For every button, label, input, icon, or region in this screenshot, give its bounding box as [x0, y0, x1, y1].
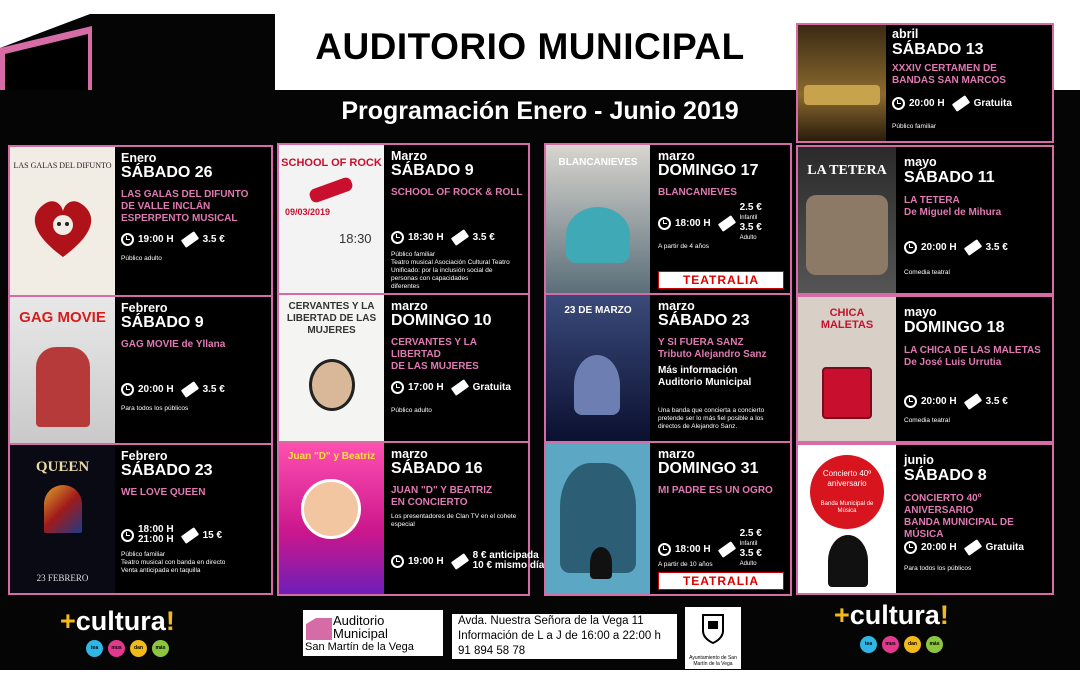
event-title: WE LOVE QUEEN [121, 487, 206, 498]
event-price-2: 10 € mismo día [472, 560, 545, 571]
event-time: 19:00 H [138, 234, 174, 245]
clock-icon [391, 555, 404, 568]
event-note: Público familiar Teatro musical Asociación Cultural Teatro Unificado: por la inclusión social de personas con capacidades diferentes [391, 251, 510, 290]
event-price: 15 € [202, 529, 223, 541]
event-day: SÁBADO 23 [121, 462, 213, 479]
event-day: SÁBADO 16 [391, 460, 483, 477]
ticket-icon [951, 95, 969, 112]
event-poster: BLANCANIEVES [546, 145, 650, 293]
event-title: CONCIERTO 40º ANIVERSARIO BANDA MUNICIPAL DE MÚSICA [904, 493, 1014, 540]
footer-contact [452, 614, 677, 659]
crest-icon [701, 611, 725, 645]
event-price: 3.5 € [985, 396, 1008, 407]
event-month: marzo [391, 299, 428, 313]
event-time: 18:30 H [408, 232, 444, 243]
event-day: DOMINGO 31 [658, 460, 759, 477]
event-price: 8 € anticipada [472, 550, 539, 561]
event-poster: Concierto 40º aniversario Banda Municipal de Música [798, 445, 896, 593]
ticket-icon [963, 393, 981, 410]
event-month: mayo [904, 155, 937, 169]
event-note: Para todos los públicos [904, 565, 972, 572]
cast-figures [806, 195, 888, 275]
event-day: DOMINGO 18 [904, 319, 1005, 336]
event-time: 20:00 H [921, 396, 957, 407]
event-card-school-of-rock[interactable] [277, 143, 530, 295]
opening-hours: Información de L a J de 16:00 a 22:00 h [458, 630, 661, 642]
event-card-si-fuera-sanz[interactable] [544, 293, 792, 443]
cultura-dots-left: tea mus dan más [86, 640, 169, 657]
clock-icon [391, 231, 404, 244]
clock-icon [121, 529, 134, 542]
event-card-galas-difunto[interactable] [8, 145, 273, 297]
page-subtitle: Programación Enero - Junio 2019 [341, 97, 739, 125]
child-figure [590, 547, 612, 579]
event-poster: GAG MOVIE [10, 297, 115, 443]
event-month: abril [892, 27, 919, 41]
suitcase-icon [822, 367, 872, 419]
event-time: 17:00 H [408, 382, 444, 393]
event-note: A partir de 10 años [658, 561, 713, 568]
address: Avda. Nuestra Señora de la Vega 11 [458, 615, 644, 627]
clock-icon [904, 541, 917, 554]
event-title: MI PADRE ES UN OGRO [658, 485, 773, 496]
event-card-gag-movie[interactable] [8, 295, 273, 445]
clock-icon [121, 233, 134, 246]
event-month: Marzo [391, 149, 428, 163]
event-note: Comedia teatral [904, 417, 950, 424]
event-note: Público adulto [391, 407, 432, 414]
event-month: marzo [391, 447, 428, 461]
clock-icon [121, 383, 134, 396]
presenters-figure [301, 479, 361, 539]
event-day: SÁBADO 23 [658, 312, 750, 329]
event-day: SÁBADO 26 [121, 164, 213, 181]
more-info: Más información Auditorio Municipal [658, 365, 752, 388]
event-note: Para todos los públicos [121, 405, 189, 412]
event-price: 2.5 € [739, 528, 762, 539]
event-price: 3.5 € [202, 234, 225, 245]
event-price: Gratuita [973, 98, 1012, 109]
event-card-mi-padre-ogro[interactable]: marzo DOMINGO 31 MI PADRE ES UN OGRO 18:00 H 2.5 € Infantil 3.5 € Adulto A partir de 10 años TEATRALIA [544, 441, 792, 596]
event-title: XXXIV CERTAMEN DE BANDAS SAN MARCOS [892, 63, 1006, 86]
event-time-2: 21:00 H [138, 534, 174, 545]
event-card-chica-maletas[interactable] [796, 295, 1054, 443]
event-month: junio [904, 453, 934, 467]
event-time: 20:00 H [138, 384, 174, 395]
band-figure [804, 85, 880, 105]
event-day: DOMINGO 17 [658, 162, 759, 179]
event-price-2: 3.5 € [739, 222, 762, 233]
event-poster [798, 25, 886, 141]
dancer-figure [566, 207, 630, 263]
event-month: Febrero [121, 449, 168, 463]
event-day: SÁBADO 13 [892, 41, 984, 58]
guitar-graphic [308, 176, 354, 204]
event-day: SÁBADO 9 [391, 162, 474, 179]
event-month: mayo [904, 305, 937, 319]
event-time: 19:00 H [408, 555, 444, 567]
event-title: CERVANTES Y LA LIBERTAD DE LAS MUJERES [391, 337, 479, 372]
event-title: Y SI FUERA SANZ Tributo Alejandro Sanz [658, 337, 767, 360]
event-title: LAS GALAS DEL DIFUNTO DE VALLE INCLÁN ESPERPENTO MUSICAL [121, 189, 249, 224]
auditorio-building-icon [306, 616, 332, 640]
ticket-icon [180, 527, 198, 544]
heart-skull-icon [28, 197, 98, 259]
footer-auditorio-logo: Auditorio Municipal San Martín de la Vega [303, 610, 443, 656]
event-note: Público familiar Teatro musical con banda en directo Venta anticipada en taquilla [121, 551, 226, 574]
ticket-icon [963, 239, 981, 256]
event-title: LA TETERA De Miguel de Mihura [904, 195, 1002, 218]
clock-icon [892, 97, 905, 110]
event-card-banda-municipal[interactable] [796, 443, 1054, 595]
event-month: Febrero [121, 301, 168, 315]
event-card-juan-beatriz[interactable] [277, 441, 545, 596]
event-poster: CERVANTES Y LA LIBERTAD DE LAS MUJERES [279, 295, 384, 441]
event-price: 2.5 € [739, 202, 762, 213]
event-price: 3.5 € [202, 384, 225, 395]
conductor-silhouette [828, 535, 868, 587]
event-note: A partir de 4 años [658, 243, 709, 250]
event-title: SCHOOL OF ROCK & ROLL [391, 187, 523, 198]
ticket-icon [450, 379, 468, 396]
ticket-icon [180, 381, 198, 398]
event-card-blancanieves[interactable]: BLANCANIEVES marzo DOMINGO 17 BLANCANIEVES 18:00 H 2.5 € Infantil 3.5 € Adulto A partir de 4 años TEATRALIA [544, 143, 792, 295]
actress-face [309, 359, 355, 411]
event-day: SÁBADO 11 [904, 169, 995, 186]
ticket-icon [450, 553, 468, 570]
clock-icon [658, 543, 671, 556]
event-title: BLANCANIEVES [658, 187, 737, 198]
ticket-icon [717, 215, 735, 232]
cultura-logo-left: +cultura! [60, 606, 175, 636]
event-time: 18:00 H [675, 217, 711, 229]
event-time: 20:00 H [909, 98, 945, 109]
event-card-certamen-bandas[interactable] [796, 23, 1054, 143]
event-day: SÁBADO 9 [121, 314, 204, 331]
phone: 91 894 58 78 [458, 645, 526, 657]
cultura-dots-right: tea mus dan más [860, 636, 943, 653]
event-price-2: 3.5 € [739, 548, 762, 559]
event-note: Público familiar [892, 123, 937, 130]
page-title: AUDITORIO MUNICIPAL [315, 26, 745, 67]
teatralia-badge: TEATRALIA [658, 271, 784, 289]
event-month: marzo [658, 149, 695, 163]
poster-date: 23 FEBRERO [36, 573, 89, 583]
clock-icon [658, 217, 671, 230]
singer-figure [574, 355, 620, 415]
event-card-cervantes[interactable] [277, 293, 530, 443]
event-price: 3.5 € [472, 232, 495, 243]
event-title: LA CHICA DE LAS MALETAS De José Luis Urrutia [904, 345, 1041, 368]
event-card-la-tetera[interactable] [796, 145, 1054, 295]
event-title: JUAN "D" Y BEATRIZ EN CONCIERTO [391, 485, 493, 508]
event-poster: 23 DE MARZO [546, 295, 650, 441]
ticket-icon [717, 541, 735, 558]
event-note: Público adulto [121, 255, 162, 262]
cultura-logo-right: +cultura! [834, 600, 949, 630]
performers-figure [36, 347, 90, 427]
event-title: GAG MOVIE de Yllana [121, 339, 226, 350]
event-note: Los presentadores de Clan TV en el cohete especial [391, 513, 517, 528]
event-month: marzo [658, 299, 695, 313]
event-poster: LA TETERA [798, 147, 896, 293]
teatralia-badge: TEATRALIA [658, 572, 784, 590]
event-poster: CHICA MALETAS [798, 297, 896, 441]
event-price: 3.5 € [985, 242, 1008, 253]
event-poster: LAS GALAS DEL DIFUNTO [10, 147, 115, 295]
ticket-icon [450, 229, 468, 246]
event-month: marzo [658, 447, 695, 461]
clock-icon [904, 241, 917, 254]
town-crest: Ayuntamiento de San Martín de la Vega [685, 607, 741, 669]
event-poster: SCHOOL OF ROCK 09/03/2019 18:30 [279, 145, 384, 293]
event-price: Gratuita [472, 382, 511, 393]
event-note: Comedia teatral [904, 269, 950, 276]
poster-red-circle [810, 455, 884, 529]
event-poster: QUEEN 23 FEBRERO [10, 445, 115, 593]
event-price: Gratuita [985, 542, 1024, 553]
event-day: SÁBADO 8 [904, 467, 987, 484]
event-card-we-love-queen[interactable] [8, 443, 273, 595]
clock-icon [904, 395, 917, 408]
event-time: 18:00 H [138, 524, 174, 535]
event-poster: Juan "D" y Beatriz [279, 443, 384, 594]
ticket-icon [180, 231, 198, 248]
clock-icon [391, 381, 404, 394]
event-note: Una banda que concierta a concierto pretende ser lo más fiel posible a los directos de Alejandro Sanz. [658, 407, 765, 430]
event-time: 20:00 H [921, 542, 957, 553]
ticket-icon [963, 539, 981, 556]
event-poster [546, 443, 650, 594]
event-time: 20:00 H [921, 242, 957, 253]
crest-window [44, 485, 82, 533]
event-month: Enero [121, 151, 157, 165]
event-day: DOMINGO 10 [391, 312, 492, 329]
event-time: 18:00 H [675, 543, 711, 555]
